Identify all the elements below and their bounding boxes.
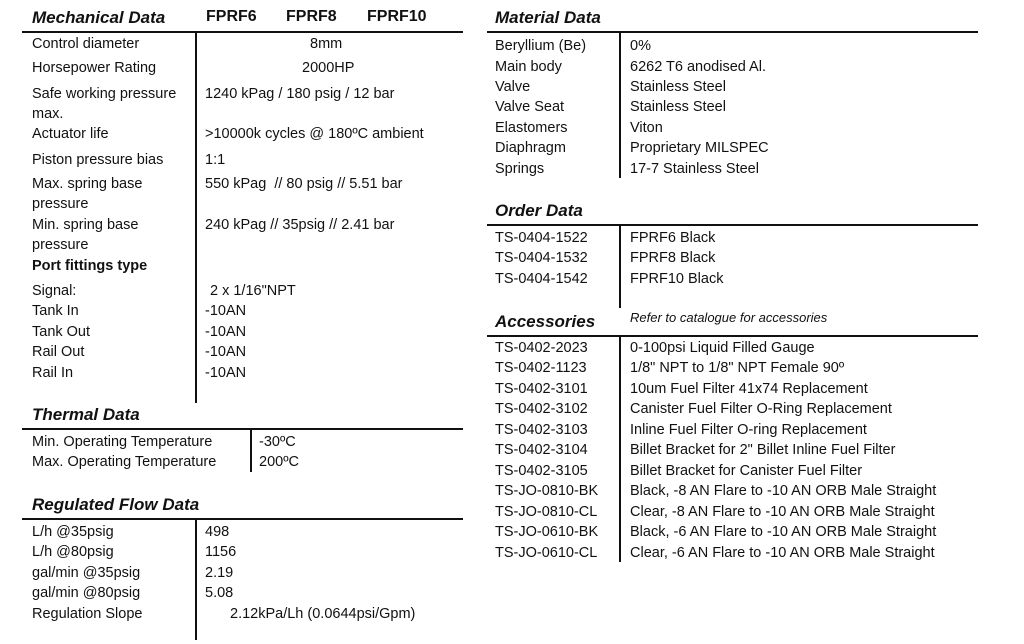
thermal-value-max: 200ºC [259, 454, 299, 470]
flow-value-lh80: 1156 [205, 544, 237, 560]
order-label-fprf8: TS-0404-1532 [495, 250, 588, 266]
material-label-springs: Springs [495, 161, 545, 177]
material-label-valve-seat: Valve Seat [495, 99, 565, 115]
thermal-column-divider [250, 430, 252, 472]
acc-label-7: TS-JO-0810-BK [495, 483, 599, 499]
flow-label-lh80: L/h @80psig [32, 544, 114, 560]
mech-value-tank-in: -10AN [205, 303, 247, 319]
mech-value-safe-working-pressure: 1240 kPag / 180 psig / 12 bar [205, 86, 395, 102]
mech-label-rail-in: Rail In [32, 365, 74, 381]
acc-label-8: TS-JO-0810-CL [495, 504, 598, 520]
acc-label-1: TS-0402-1123 [495, 360, 587, 376]
acc-label-6: TS-0402-3105 [495, 463, 588, 479]
flow-value-gal35: 2.19 [205, 565, 234, 581]
acc-label-2: TS-0402-3101 [495, 381, 588, 397]
acc-label-10: TS-JO-0610-CL [495, 545, 598, 561]
material-value-elastomers: Viton [630, 120, 663, 136]
acc-value-4: Inline Fuel Filter O-ring Replacement [630, 422, 867, 438]
mechanical-column-divider [195, 33, 197, 403]
accessories-title: Accessories [495, 312, 596, 331]
accessories-note: Refer to catalogue for accessories [630, 310, 828, 325]
thermal-label-min: Min. Operating Temperature [32, 434, 213, 450]
order-value-fprf6: FPRF6 Black [630, 230, 716, 246]
order-value-fprf10: FPRF10 Black [630, 271, 724, 287]
mech-value-rail-out: -10AN [205, 344, 247, 360]
material-value-diaphragm: Proprietary MILSPEC [630, 140, 769, 156]
order-value-fprf8: FPRF8 Black [630, 250, 716, 266]
acc-value-7: Black, -8 AN Flare to -10 AN ORB Male Straight [630, 483, 937, 499]
mechanical-divider [22, 31, 463, 33]
material-column-divider [619, 33, 621, 178]
acc-value-10: Clear, -6 AN Flare to -10 AN ORB Male Straight [630, 545, 935, 561]
order-label-fprf6: TS-0404-1522 [495, 230, 588, 246]
material-label-main-body: Main body [495, 59, 562, 75]
mech-value-min-spring: 240 kPag // 35psig // 2.41 bar [205, 217, 395, 233]
flow-label-gal35: gal/min @35psig [32, 565, 141, 581]
mech-label-tank-in: Tank In [32, 303, 79, 319]
acc-label-0: TS-0402-2023 [495, 340, 588, 356]
acc-label-3: TS-0402-3102 [495, 401, 588, 417]
flow-divider [22, 518, 463, 520]
material-value-springs: 17-7 Stainless Steel [630, 161, 759, 177]
thermal-value-min: -30ºC [259, 434, 296, 450]
mech-label-control-diameter: Control diameter [32, 36, 140, 52]
mech-value-signal: 2 x 1/16"NPT [210, 283, 296, 299]
mech-value-tank-out: -10AN [205, 324, 247, 340]
col-header-fprf8: FPRF8 [286, 8, 337, 25]
material-value-valve-seat: Stainless Steel [630, 99, 726, 115]
mech-label-tank-out: Tank Out [32, 324, 91, 340]
thermal-divider [22, 428, 463, 430]
flow-data-title: Regulated Flow Data [32, 495, 200, 514]
material-value-main-body: 6262 T6 anodised Al. [630, 59, 766, 75]
material-label-diaphragm: Diaphragm [495, 140, 566, 156]
material-value-beryllium: 0% [630, 38, 651, 54]
mech-label-max-spring: Max. spring base pressure [32, 176, 143, 212]
mech-value-max-spring: 550 kPag // 80 psig // 5.51 bar [205, 176, 403, 192]
flow-value-lh35: 498 [205, 524, 230, 540]
mech-label-horsepower: Horsepower Rating [32, 60, 157, 76]
mechanical-data-title: Mechanical Data [32, 8, 166, 27]
material-label-beryllium: Beryllium (Be) [495, 38, 587, 54]
flow-label-slope: Regulation Slope [32, 606, 143, 622]
acc-value-5: Billet Bracket for 2" Billet Inline Fuel Filter [630, 442, 896, 458]
mech-label-port-fittings: Port fittings type [32, 258, 148, 274]
acc-value-3: Canister Fuel Filter O-Ring Replacement [630, 401, 892, 417]
thermal-data-title: Thermal Data [32, 405, 140, 424]
mech-label-actuator-life: Actuator life [32, 126, 109, 142]
acc-label-5: TS-0402-3104 [495, 442, 588, 458]
acc-value-8: Clear, -8 AN Flare to -10 AN ORB Male Straight [630, 504, 935, 520]
flow-value-slope: 2.12kPa/Lh (0.0644psi/Gpm) [230, 606, 416, 622]
accessories-divider [487, 335, 978, 337]
acc-label-9: TS-JO-0610-BK [495, 524, 599, 540]
col-header-fprf10: FPRF10 [367, 8, 427, 25]
mech-value-piston-bias: 1:1 [205, 152, 226, 168]
mech-value-control-diameter: 8mm [310, 36, 343, 52]
acc-value-9: Black, -6 AN Flare to -10 AN ORB Male Straight [630, 524, 937, 540]
acc-value-1: 1/8" NPT to 1/8" NPT Female 90º [630, 360, 845, 376]
material-value-valve: Stainless Steel [630, 79, 726, 95]
order-column-divider [619, 226, 621, 308]
flow-label-gal80: gal/min @80psig [32, 585, 141, 601]
mech-value-actuator-life: >10000k cycles @ 180ºC ambient [205, 126, 424, 142]
order-label-fprf10: TS-0404-1542 [495, 271, 588, 287]
order-data-title: Order Data [495, 201, 583, 220]
material-divider [487, 31, 978, 33]
material-data-title: Material Data [495, 8, 601, 27]
accessories-column-divider [619, 337, 621, 562]
material-label-elastomers: Elastomers [495, 120, 568, 136]
flow-column-divider [195, 520, 197, 640]
mech-label-signal: Signal: [32, 283, 77, 299]
mech-label-rail-out: Rail Out [32, 344, 85, 360]
mech-value-horsepower: 2000HP [302, 60, 355, 76]
acc-label-4: TS-0402-3103 [495, 422, 588, 438]
col-header-fprf6: FPRF6 [206, 8, 257, 25]
thermal-label-max: Max. Operating Temperature [32, 454, 217, 470]
acc-value-0: 0-100psi Liquid Filled Gauge [630, 340, 815, 356]
flow-label-lh35: L/h @35psig [32, 524, 114, 540]
order-divider [487, 224, 978, 226]
material-label-valve: Valve [495, 79, 531, 95]
mech-value-rail-in: -10AN [205, 365, 247, 381]
mech-label-min-spring: Min. spring base pressure [32, 217, 139, 253]
mech-label-piston-bias: Piston pressure bias [32, 152, 164, 168]
acc-value-2: 10um Fuel Filter 41x74 Replacement [630, 381, 868, 397]
mech-label-safe-working-pressure: Safe working pressure max. [32, 86, 177, 122]
flow-value-gal80: 5.08 [205, 585, 234, 601]
acc-value-6: Billet Bracket for Canister Fuel Filter [630, 463, 863, 479]
